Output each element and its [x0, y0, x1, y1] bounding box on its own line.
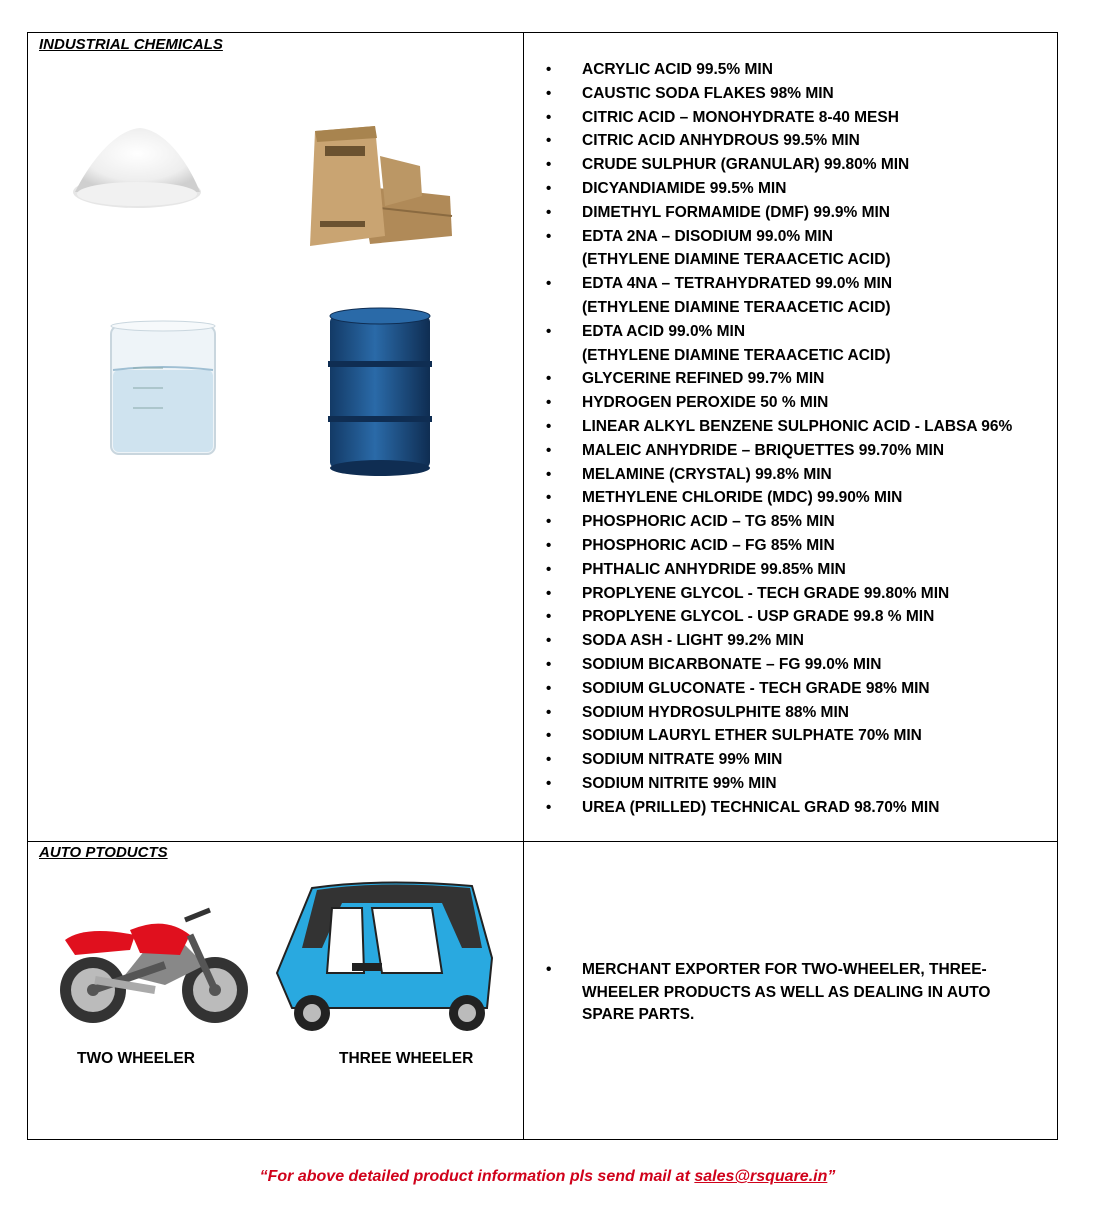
chemical-item [546, 486, 1012, 510]
chemical-item-text: DICYANDIAMIDE 99.5% MIN [582, 179, 787, 197]
bullet-icon: • [546, 727, 552, 745]
bullet-icon: • [546, 632, 552, 650]
chemical-item [546, 677, 1012, 701]
chemical-item [546, 177, 1012, 201]
chemical-item-text: CRUDE SULPHUR (GRANULAR) 99.80% MIN [582, 156, 910, 174]
bullet-icon: • [546, 703, 552, 721]
three-wheeler-image [272, 878, 502, 1036]
industrial-chemicals-title: INDUSTRIAL CHEMICALS [39, 36, 223, 53]
chemical-item [546, 201, 1012, 225]
auto-description-text: MERCHANT EXPORTER FOR TWO-WHEELER, THREE-WHEELER PRODUCTS AS WELL AS DEALING IN AUTO SPARE PARTS. [582, 961, 991, 1023]
chemical-item-text: PROPLYENE GLYCOL - TECH GRADE 99.80% MIN [582, 584, 950, 602]
bullet-icon: • [546, 417, 552, 435]
bullet-icon: • [546, 179, 552, 197]
chemical-item [546, 153, 1012, 177]
chemical-item-text: EDTA 2NA – DISODIUM 99.0% MIN [582, 227, 833, 245]
chemical-item-text: DIMETHYL FORMAMIDE (DMF) 99.9% MIN [582, 203, 890, 221]
chemical-item-text: GLYCERINE REFINED 99.7% MIN [582, 370, 825, 388]
row-divider [28, 841, 1057, 842]
chemical-item [546, 129, 1012, 153]
bullet-icon: • [546, 774, 552, 792]
auto-description [546, 959, 1022, 1027]
bullet-icon: • [546, 108, 552, 126]
column-divider [523, 33, 524, 1139]
chemical-item [546, 367, 1012, 391]
chemical-item [546, 724, 1012, 748]
chemical-item [546, 225, 1012, 273]
chemical-item-text: SODIUM NITRATE 99% MIN [582, 751, 783, 769]
bullet-icon: • [546, 489, 552, 507]
chemical-item [546, 629, 1012, 653]
chemical-item-text: SODA ASH - LIGHT 99.2% MIN [582, 632, 804, 650]
chemical-item [546, 582, 1012, 606]
bullet-icon: • [546, 608, 552, 626]
bullet-icon: • [546, 560, 552, 578]
chemical-item [546, 796, 1012, 820]
bullet-icon: • [546, 798, 552, 816]
chemical-item-text: PHOSPHORIC ACID – FG 85% MIN [582, 536, 835, 554]
bullet-icon: • [546, 584, 552, 602]
bullet-icon: • [546, 275, 552, 293]
chemical-item-subtext: (ETHYLENE DIAMINE TERAACETIC ACID) [582, 251, 891, 269]
chemical-item [546, 415, 1012, 439]
chemical-item-text: UREA (PRILLED) TECHNICAL GRAD 98.70% MIN [582, 798, 940, 816]
drum-image [326, 306, 434, 478]
footer-suffix: ” [827, 1168, 836, 1185]
chemical-item-subtext: (ETHYLENE DIAMINE TERAACETIC ACID) [582, 298, 891, 316]
chemical-item-text: EDTA ACID 99.0% MIN [582, 322, 746, 340]
chemical-item [546, 748, 1012, 772]
bullet-icon: • [546, 84, 552, 102]
chemical-item [546, 701, 1012, 725]
chemical-item-text: METHYLENE CHLORIDE (MDC) 99.90% MIN [582, 489, 903, 507]
chemical-item-text: SODIUM HYDROSULPHITE 88% MIN [582, 703, 849, 721]
chemical-item-text: SODIUM NITRITE 99% MIN [582, 774, 777, 792]
beaker-image [103, 318, 223, 458]
chemical-item [546, 605, 1012, 629]
chemical-item [546, 320, 1012, 368]
bullet-icon: • [546, 961, 552, 978]
chemical-item-text: ACRYLIC ACID 99.5% MIN [582, 61, 773, 78]
bullet-icon: • [546, 227, 552, 245]
two-wheeler-label: TWO WHEELER [77, 1050, 195, 1067]
chemical-item-text: PHOSPHORIC ACID – TG 85% MIN [582, 513, 835, 531]
chemical-item [546, 558, 1012, 582]
chemical-item-text: CAUSTIC SODA FLAKES 98% MIN [582, 84, 834, 102]
two-wheeler-image [55, 895, 255, 1030]
chemical-item-text: SODIUM BICARBONATE – FG 99.0% MIN [582, 655, 882, 673]
bullet-icon: • [546, 132, 552, 150]
bullet-icon: • [546, 679, 552, 697]
powder-image [70, 122, 205, 212]
chemical-item-text: CITRIC ACID – MONOHYDRATE 8-40 MESH [582, 108, 899, 126]
bullet-icon: • [546, 513, 552, 531]
chemical-item-text: PROPLYENE GLYCOL - USP GRADE 99.8 % MIN [582, 608, 935, 626]
footer-note [0, 1168, 1095, 1186]
chemical-item [546, 439, 1012, 463]
chemicals-list [546, 58, 1012, 820]
chemical-item [546, 58, 1012, 82]
bullet-icon: • [546, 203, 552, 221]
chemical-item-text: PHTHALIC ANHYDRIDE 99.85% MIN [582, 560, 846, 578]
chemical-item [546, 106, 1012, 130]
chemical-item [546, 510, 1012, 534]
chemical-item [546, 653, 1012, 677]
footer-prefix: “For above detailed product information pls send mail at [259, 1168, 695, 1185]
chemical-item [546, 772, 1012, 796]
bullet-icon: • [546, 156, 552, 174]
three-wheeler-label: THREE WHEELER [339, 1050, 474, 1067]
bullet-icon: • [546, 655, 552, 673]
chemical-item [546, 272, 1012, 320]
bullet-icon: • [546, 441, 552, 459]
bullet-icon: • [546, 751, 552, 769]
chemical-item [546, 534, 1012, 558]
bullet-icon: • [546, 61, 552, 78]
bullet-icon: • [546, 536, 552, 554]
chemical-item [546, 463, 1012, 487]
bags-image [300, 126, 460, 251]
chemical-item-text: MELAMINE (CRYSTAL) 99.8% MIN [582, 465, 832, 483]
auto-products-title: AUTO PTODUCTS [39, 844, 168, 861]
bullet-icon: • [546, 370, 552, 388]
chemical-item-text: CITRIC ACID ANHYDROUS 99.5% MIN [582, 132, 860, 150]
email-link[interactable]: sales@rsquare.in [694, 1168, 828, 1185]
chemical-item-text: MALEIC ANHYDRIDE – BRIQUETTES 99.70% MIN [582, 441, 945, 459]
chemical-item-text: HYDROGEN PEROXIDE 50 % MIN [582, 394, 829, 412]
bullet-icon: • [546, 465, 552, 483]
chemical-item [546, 391, 1012, 415]
bullet-icon: • [546, 322, 552, 340]
chemical-item-subtext: (ETHYLENE DIAMINE TERAACETIC ACID) [582, 346, 891, 364]
chemical-item-text: SODIUM LAURYL ETHER SULPHATE 70% MIN [582, 727, 922, 745]
chemical-item [546, 82, 1012, 106]
chemical-item-text: EDTA 4NA – TETRAHYDRATED 99.0% MIN [582, 275, 893, 293]
bullet-icon: • [546, 394, 552, 412]
chemical-item-text: LINEAR ALKYL BENZENE SULPHONIC ACID - LABSA 96% [582, 417, 1013, 435]
chemical-item-text: SODIUM GLUCONATE - TECH GRADE 98% MIN [582, 679, 930, 697]
